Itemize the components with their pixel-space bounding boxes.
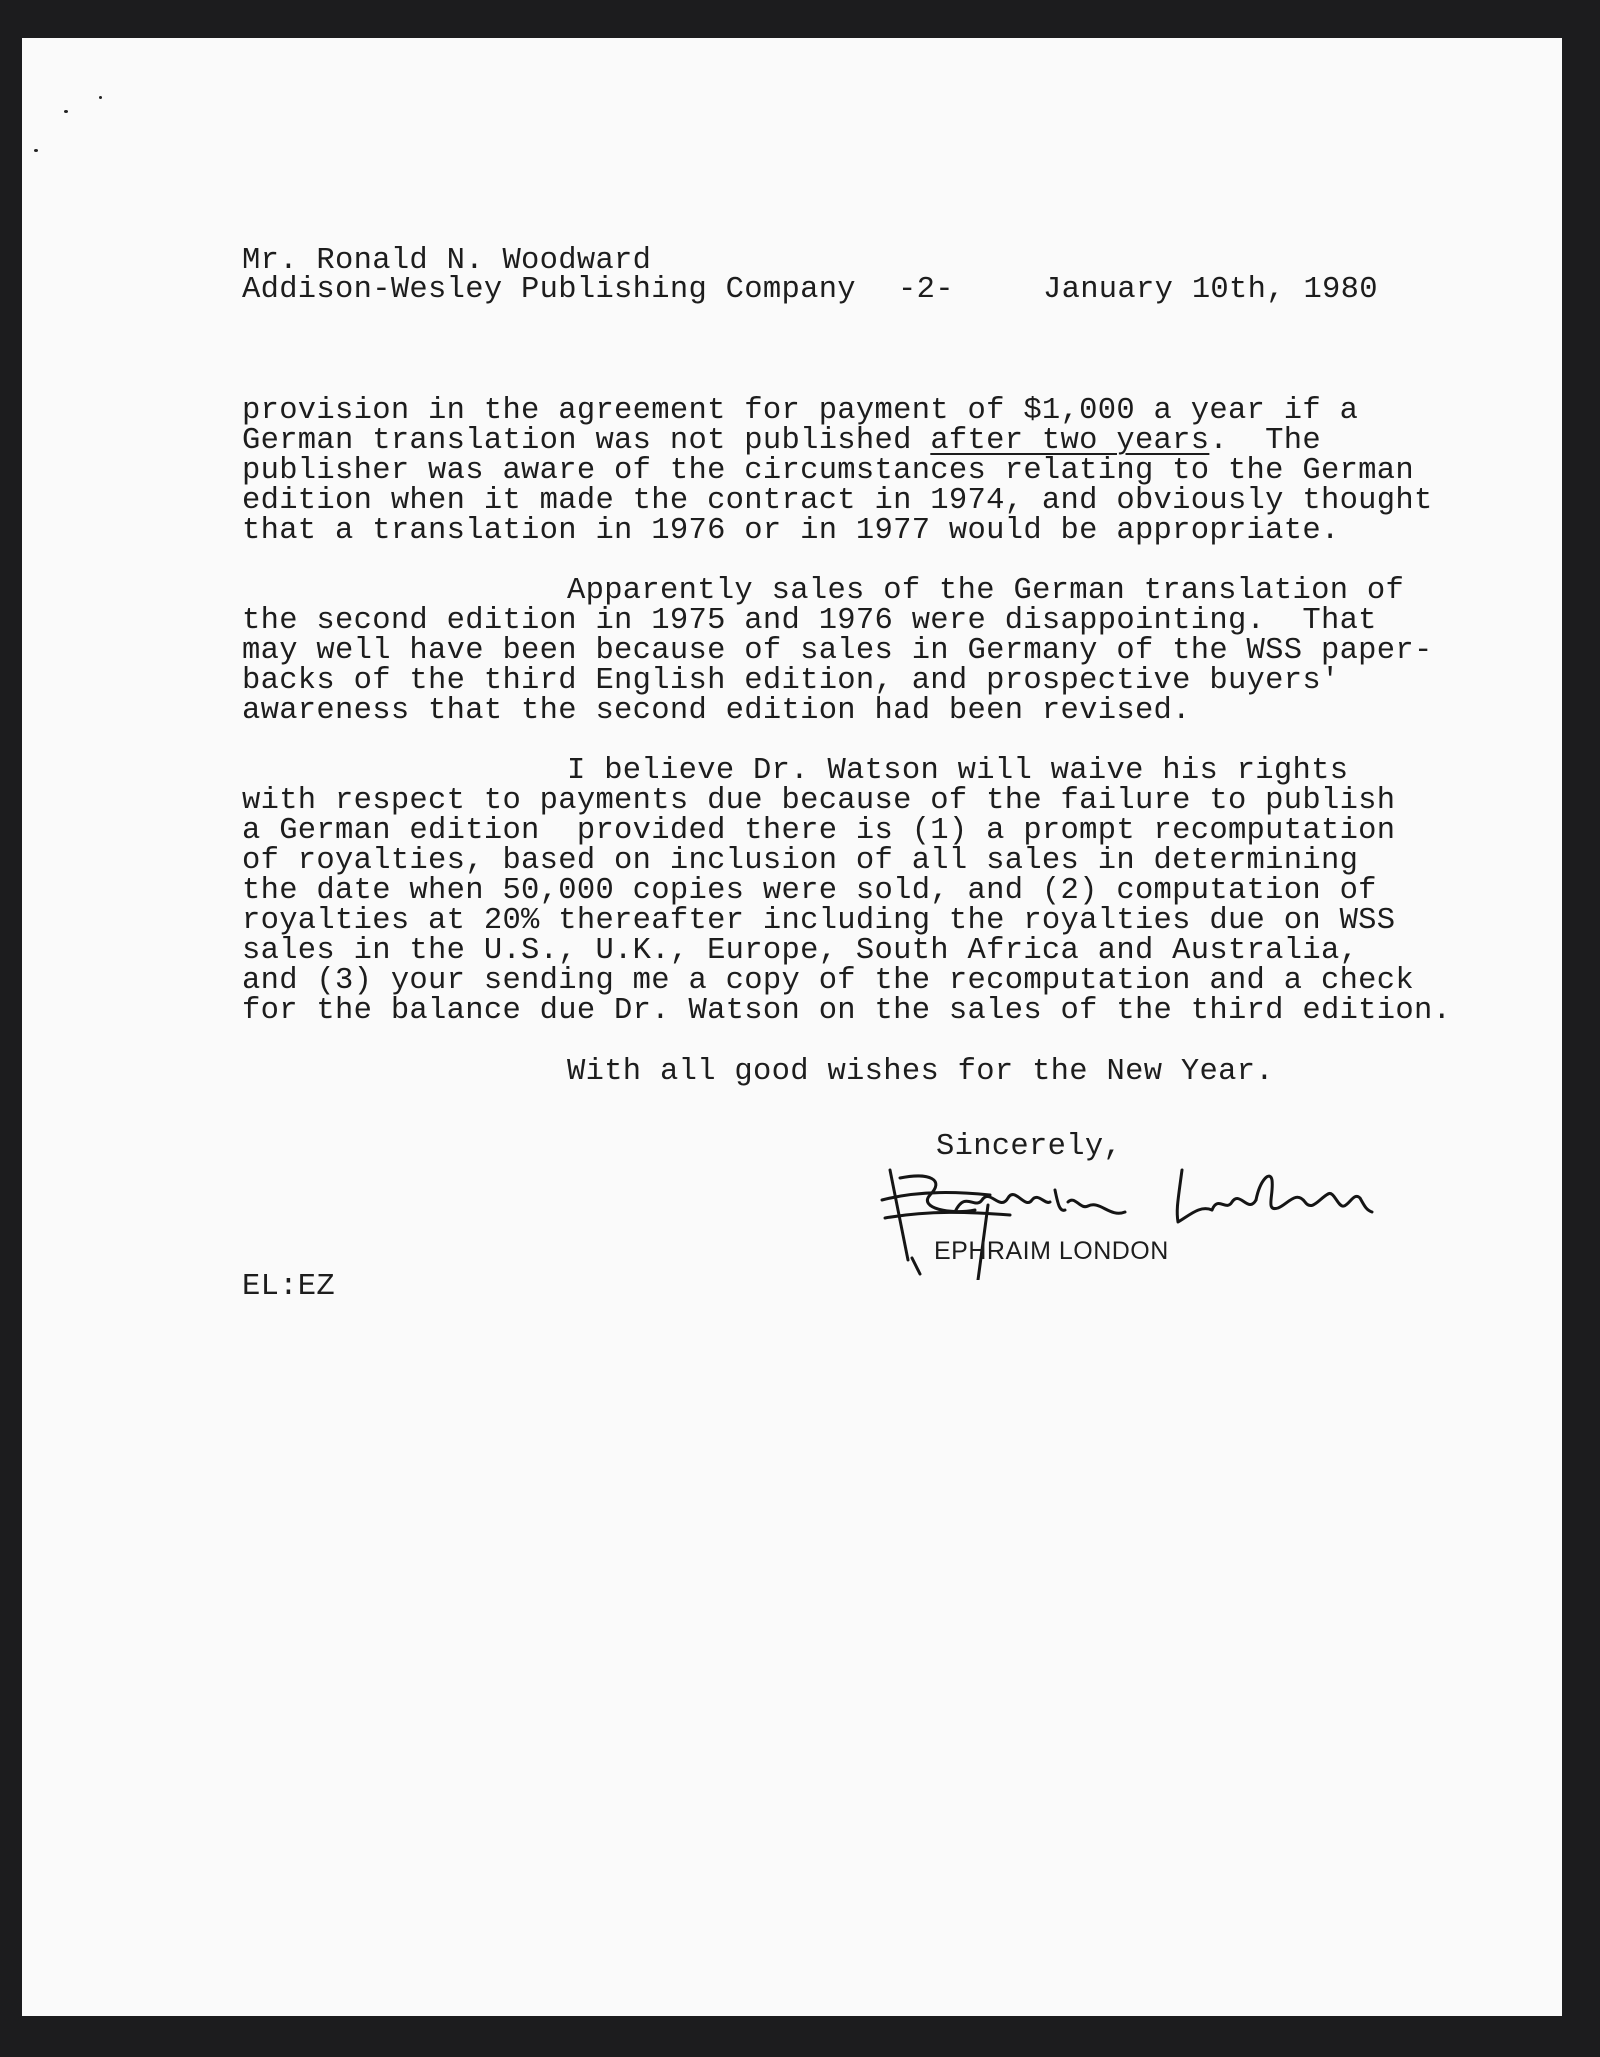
underlined-phrase: after two years <box>930 424 1210 458</box>
paragraph-3-line: and (3) your sending me a copy of the recomputation and a check <box>242 964 1414 998</box>
paragraph-3-line: with respect to payments due because of the failure to publish <box>242 784 1396 818</box>
paragraph-3-line: royalties at 20% thereafter including the royalties due on WSS <box>242 904 1396 938</box>
paragraph-1-line: publisher was aware of the circumstances relating to the German <box>242 454 1414 488</box>
paragraph-2-line: Apparently sales of the German translation of <box>567 574 1405 608</box>
paragraph-2-line: backs of the third English edition, and prospective buyers' <box>242 664 1340 698</box>
paragraph-3-line: the date when 50,000 copies were sold, and (2) computation of <box>242 874 1377 908</box>
text-run: German translation was not published <box>242 424 931 458</box>
page-number: -2- <box>898 273 954 307</box>
paragraph-1-line: that a translation in 1976 or in 1977 would be appropriate. <box>242 514 1340 548</box>
paper-speck <box>64 110 68 113</box>
closing-wishes: With all good wishes for the New Year. <box>567 1055 1274 1089</box>
recipient-name: Mr. Ronald N. Woodward <box>242 244 652 278</box>
letter-date: January 10th, 1980 <box>1043 273 1378 307</box>
paragraph-3-line: sales in the U.S., U.K., Europe, South Africa and Australia, <box>242 934 1359 968</box>
paragraph-3-line: for the balance due Dr. Watson on the sales of the third edition. <box>242 994 1452 1028</box>
paragraph-3-line: I believe Dr. Watson will waive his rights <box>567 754 1349 788</box>
paper-speck <box>34 149 38 152</box>
paragraph-2-line: may well have been because of sales in Germany of the WSS paper- <box>242 634 1433 668</box>
signatory-name: EPHRAIM LONDON <box>934 1237 1169 1265</box>
paragraph-1-line <box>242 426 1321 456</box>
valediction: Sincerely, <box>936 1130 1123 1164</box>
paragraph-3-line: of royalties, based on inclusion of all sales in determining <box>242 844 1359 878</box>
recipient-company: Addison-Wesley Publishing Company <box>242 273 856 307</box>
paper-speck <box>99 96 102 99</box>
paragraph-1-line: provision in the agreement for payment of $1,000 a year if a <box>242 394 1359 428</box>
typist-initials: EL:EZ <box>242 1270 336 1304</box>
paragraph-3-line: a German edition provided there is (1) a prompt recomputation <box>242 814 1396 848</box>
paragraph-2-line: awareness that the second edition had been revised. <box>242 694 1191 728</box>
text-run: . The <box>1209 424 1321 458</box>
paragraph-1-line: edition when it made the contract in 1974, and obviously thought <box>242 484 1433 518</box>
paragraph-2-line: the second edition in 1975 and 1976 were disappointing. That <box>242 604 1377 638</box>
